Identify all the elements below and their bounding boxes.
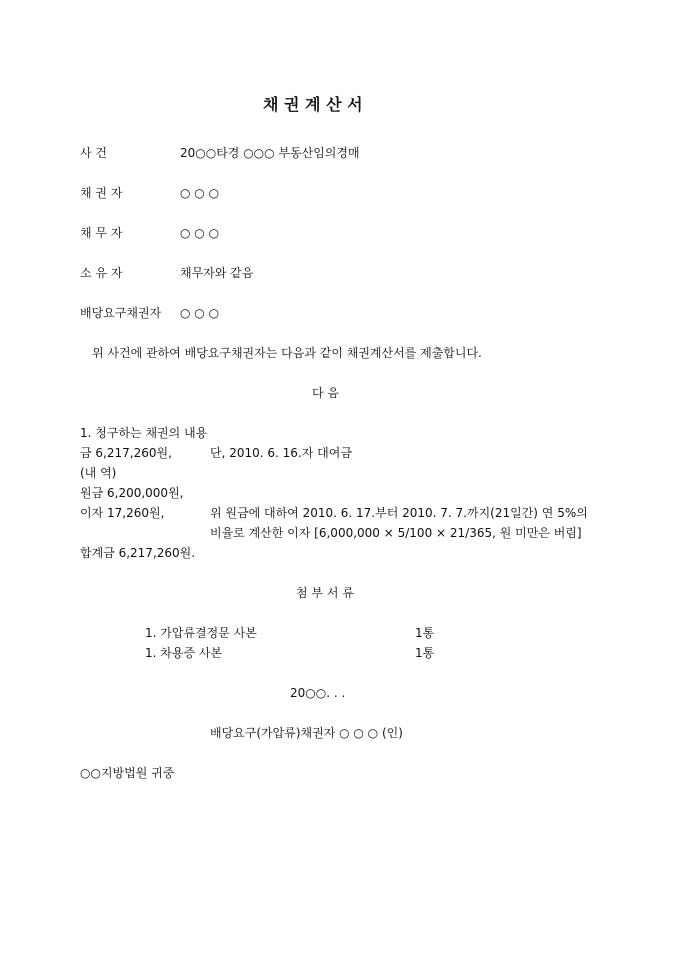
claim-heading: 1. 청구하는 채권의 내용 xyxy=(80,426,208,440)
attachment-count: 1통 xyxy=(415,626,435,640)
claimant-label: 배당요구채권자 xyxy=(80,306,162,320)
document-title: 채 권 계 산 서 xyxy=(263,95,363,114)
breakdown-label: (내 역) xyxy=(80,466,117,480)
claim-amount: 금 6,217,260원, xyxy=(80,446,172,460)
total-amount: 합계금 6,217,260원. xyxy=(80,546,196,560)
claimant-value: ○ ○ ○ xyxy=(180,306,220,320)
claim-amount-desc: 단, 2010. 6. 16.자 대여금 xyxy=(210,446,352,460)
creditor-value: ○ ○ ○ xyxy=(180,186,220,200)
debtor-value: ○ ○ ○ xyxy=(180,226,220,240)
submission-date: 20○○. . . xyxy=(290,686,346,700)
owner-value: 채무자와 같음 xyxy=(180,266,254,280)
interest-amount: 이자 17,260원, xyxy=(80,506,165,520)
court-addressee: ○○지방법원 귀중 xyxy=(80,766,175,780)
attachment-name: 1. 가압류결정문 사본 xyxy=(145,626,257,640)
section-heading-below: 다 음 xyxy=(312,386,339,400)
debtor-label: 채 무 자 xyxy=(80,226,123,240)
interest-desc-line-1: 위 원금에 대하여 2010. 6. 17.부터 2010. 7. 7.까지(21일간) 연 5%의 xyxy=(210,506,588,520)
case-value: 20○○타경 ○○○ 부동산임의경매 xyxy=(180,146,360,160)
owner-label: 소 유 자 xyxy=(80,266,123,280)
signature-line: 배당요구(가압류)채권자 ○ ○ ○ (인) xyxy=(210,726,403,740)
case-label: 사 건 xyxy=(80,146,107,160)
creditor-label: 채 권 자 xyxy=(80,186,123,200)
principal-amount: 원금 6,200,000원, xyxy=(80,486,184,500)
attachment-name: 1. 차용증 사본 xyxy=(145,646,223,660)
attachment-count: 1통 xyxy=(415,646,435,660)
intro-paragraph: 위 사건에 관하여 배당요구채권자는 다음과 같이 채권계산서를 제출합니다. xyxy=(92,346,482,360)
interest-desc-line-2: 비율로 계산한 이자 [6,000,000 × 5/100 × 21/365, 원 미만은 버림] xyxy=(210,526,582,540)
attachments-heading: 첨 부 서 류 xyxy=(296,586,354,600)
